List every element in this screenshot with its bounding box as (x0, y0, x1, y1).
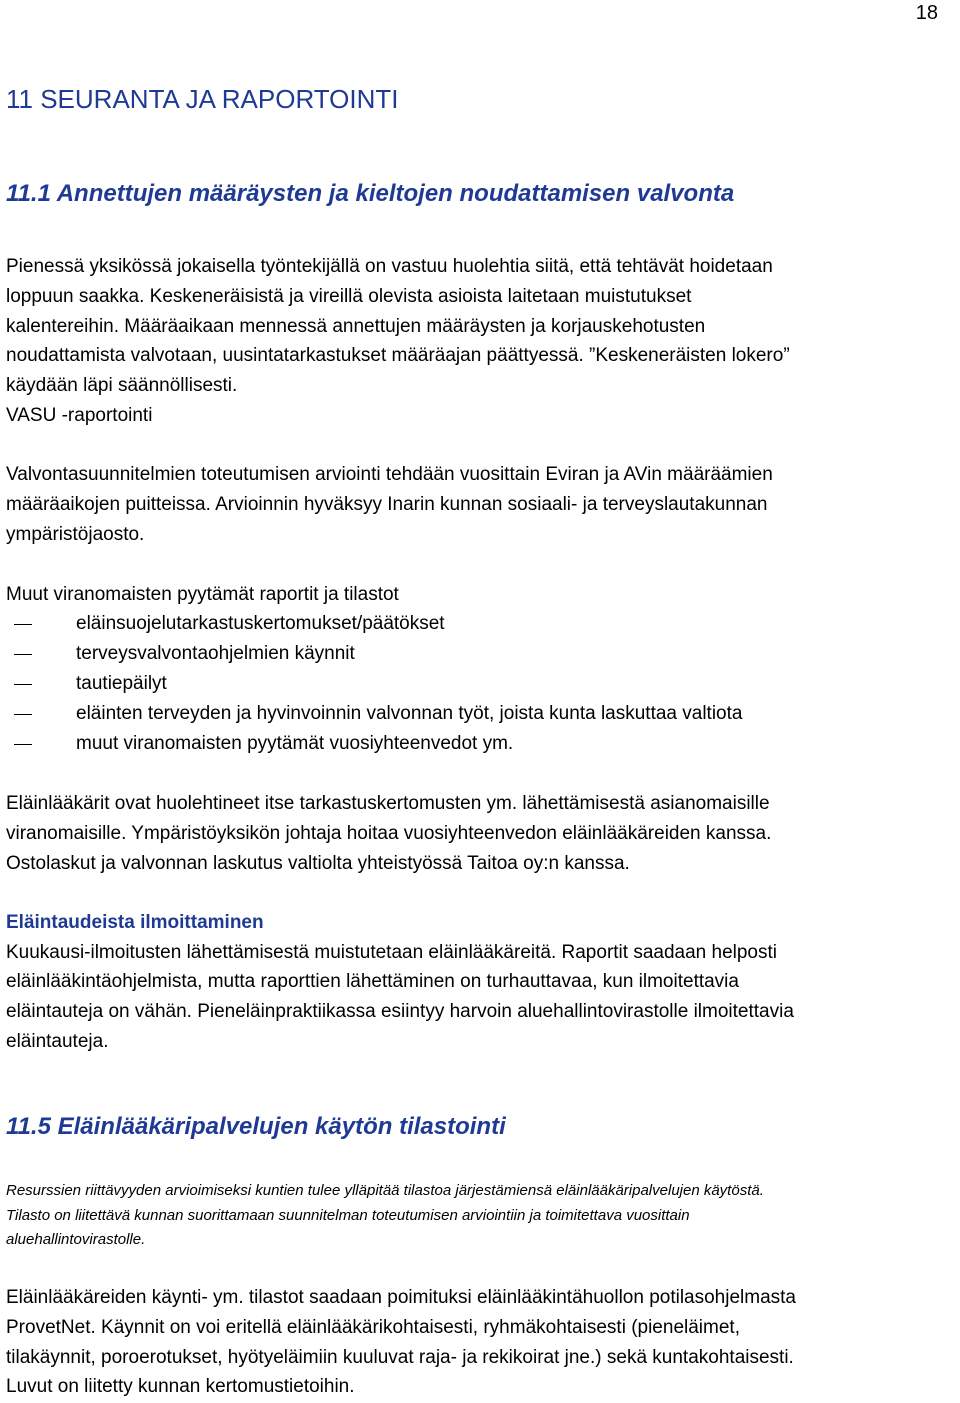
paragraph-line: Luvut on liitetty kunnan kertomustietoihin. (6, 1376, 355, 1397)
paragraph-line: Eläinlääkärit ovat huolehtineet itse tarkastuskertomusten ym. lähettämisestä asianomaisille (6, 793, 770, 814)
bold-subheading: Eläintaudeista ilmoittaminen (6, 912, 264, 933)
list-item (0, 612, 960, 638)
list-item (0, 672, 960, 698)
italic-note-line: aluehallintovirastolle. (6, 1231, 146, 1248)
paragraph-line: käydään läpi säännöllisesti. (6, 375, 238, 396)
list-item-text: tautiepäilyt (76, 673, 167, 694)
section-heading: 11.1 Annettujen määräysten ja kieltojen noudattamisen valvonta (6, 180, 735, 207)
dash-icon (14, 714, 32, 715)
paragraph-line: määräaikojen puitteissa. Arvioinnin hyväksyy Inarin kunnan sosiaali- ja terveyslautakunnan (6, 494, 768, 515)
paragraph-line: tilakäynnit, poroerotukset, hyötyeläimiin kuuluvat raja- ja rekikoirat jne.) sekä kuntakohtaisesti. (6, 1347, 794, 1368)
paragraph-line: viranomaisille. Ympäristöyksikön johtaja hoitaa vuosiyhteenvedon eläinlääkäreiden kanssa. (6, 823, 772, 844)
paragraph-line: Valvontasuunnitelmien toteutumisen arviointi tehdään vuosittain Eviran ja AVin määräämien (6, 464, 773, 485)
paragraph-line: Pienessä yksikössä jokaisella työntekijällä on vastuu huolehtia siitä, että tehtävät hoidetaan (6, 256, 773, 277)
chapter-heading: 11 SEURANTA JA RAPORTOINTI (6, 84, 399, 114)
dash-icon (14, 654, 32, 655)
list-item-text: eläinten terveyden ja hyvinvoinnin valvonnan työt, joista kunta laskuttaa valtiota (76, 703, 743, 724)
paragraph-line: ProvetNet. Käynnit on voi eritellä eläinlääkärikohtaisesti, ryhmäkohtaisesti (pieneläimet, (6, 1317, 740, 1338)
paragraph-line: noudattamista valvotaan, uusintatarkastukset määräajan päättyessä. ”Keskeneräisten lokero” (6, 345, 790, 366)
page-number: 18 (915, 2, 938, 24)
section-heading-2: 11.5 Eläinlääkäripalvelujen käytön tilastointi (6, 1113, 506, 1140)
paragraph-line: eläinlääkintäohjelmista, mutta raporttien lähettäminen on turhauttavaa, kun ilmoitettavia (6, 971, 739, 992)
list-item-text: muut viranomaisten pyytämät vuosiyhteenvedot ym. (76, 733, 514, 754)
paragraph-line: Eläinlääkäreiden käynti- ym. tilastot saadaan poimituksi eläinlääkintähuollon potilasohjelmasta (6, 1287, 797, 1308)
list-item-text: terveysvalvontaohjelmien käynnit (76, 643, 355, 664)
list-item (0, 642, 960, 668)
list-item (0, 732, 960, 758)
paragraph-line: eläintauteja. (6, 1031, 109, 1052)
paragraph-line: eläintauteja on vähän. Pieneläinpraktiikassa esiintyy harvoin aluehallintovirastolle ilmoitettavia (6, 1001, 794, 1022)
list-item (0, 702, 960, 728)
dash-icon (14, 744, 32, 745)
italic-note-line: Resurssien riittävyyden arvioimiseksi kuntien tulee ylläpitää tilastoa järjestämiensä eläinlääkäripalvelujen käytöstä. (6, 1182, 764, 1199)
paragraph-line: Kuukausi-ilmoitusten lähettämisestä muistutetaan eläinlääkäreitä. Raportit saadaan helposti (6, 942, 777, 963)
list-item-text: eläinsuojelutarkastuskertomukset/päätökset (76, 613, 445, 634)
paragraph-line: kalentereihin. Määräaikaan mennessä annettujen määräysten ja korjauskehotusten (6, 316, 706, 337)
list-intro: Muut viranomaisten pyytämät raportit ja tilastot (6, 584, 399, 605)
paragraph-line: loppuun saakka. Keskeneräisistä ja vireillä olevista asioista laitetaan muistutukset (6, 286, 692, 307)
dash-icon (14, 684, 32, 685)
paragraph-line: Ostolaskut ja valvonnan laskutus valtiolta yhteistyössä Taitoa oy:n kanssa. (6, 853, 630, 874)
italic-note-line: Tilasto on liitettävä kunnan suorittamaan suunnitelman toteutumisen arviointiin ja toimitettava vuosittain (6, 1207, 690, 1224)
paragraph-line: VASU -raportointi (6, 405, 153, 426)
paragraph-line: ympäristöjaosto. (6, 524, 145, 545)
dash-icon (14, 624, 32, 625)
